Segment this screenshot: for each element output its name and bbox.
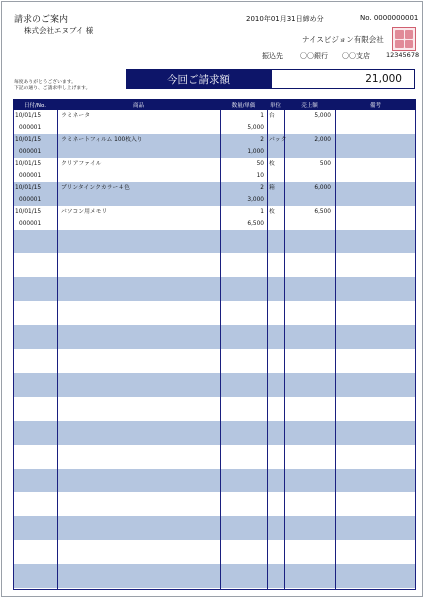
cell-date: 10/01/15 [15, 208, 42, 215]
table-row-stripe [13, 253, 416, 277]
col-header-note: 備考 [369, 102, 381, 109]
table-row-stripe [13, 492, 416, 516]
invoice-sheet [1, 1, 423, 597]
cell-qty: 50 [256, 160, 264, 167]
col-header-item: 商品 [132, 102, 144, 109]
invoice-table [13, 99, 416, 590]
cell-item: プリンタインクカラー４色 [61, 184, 130, 191]
cell-unit: 箱 [269, 184, 275, 191]
issuer-company: ナイスビジョン有限会社 [302, 35, 384, 44]
table-row-stripe [13, 445, 416, 469]
table-row-stripe [13, 349, 416, 373]
company-seal-icon [392, 27, 416, 51]
table-row-stripe [13, 540, 416, 564]
col-header-date: 日付/No. [24, 102, 46, 109]
table-row-stripe [13, 397, 416, 421]
table-row-stripe [13, 301, 416, 325]
cell-item: ラミネータ [61, 113, 90, 119]
table-row-stripe [13, 469, 416, 493]
table-header [13, 99, 416, 110]
col-header-qty-price: 数量/単価 [231, 102, 256, 109]
bank-account-number: 12345678 [386, 51, 420, 59]
table-row-stripe [13, 277, 416, 301]
column-divider [267, 110, 268, 590]
cell-price: 5,000 [247, 125, 264, 131]
column-divider [13, 110, 14, 590]
cell-unit: 枚 [269, 208, 275, 215]
cell-item: クリアファイル [61, 160, 102, 167]
cell-unit: 台 [269, 113, 275, 119]
bank-label: 振込先 [262, 52, 283, 60]
col-header-unit: 単位 [269, 102, 281, 109]
cell-no: 000001 [19, 196, 42, 203]
cell-date: 10/01/15 [15, 184, 42, 191]
page-title: 請求のご案内 [14, 15, 69, 25]
cell-date: 10/01/15 [15, 136, 42, 143]
greeting-text [14, 80, 90, 93]
cell-no: 000001 [19, 172, 42, 179]
cell-amount: 500 [319, 160, 331, 167]
cell-qty: 2 [260, 136, 264, 143]
cell-amount: 6,000 [314, 184, 331, 191]
table-row-stripe [13, 421, 416, 445]
column-divider [335, 110, 336, 590]
table-row-stripe [13, 373, 416, 397]
table-row-stripe [13, 564, 416, 588]
cell-item: ラミネートフィルム 100枚入り [61, 136, 143, 143]
total-label: 今回ご請求額 [126, 69, 271, 89]
table-row-stripe [13, 325, 416, 349]
cell-qty: 1 [260, 113, 264, 119]
total-amount: 21,000 [271, 69, 415, 89]
cell-unit: パック [269, 136, 287, 143]
cell-price: 6,500 [247, 220, 264, 227]
cell-price: 1,000 [247, 148, 264, 155]
col-header-amount: 売上額 [301, 102, 318, 109]
cell-unit: 枚 [269, 160, 275, 167]
cell-price: 10 [256, 172, 264, 179]
cell-item: パソコン用メモリ [61, 208, 108, 215]
cell-price: 3,000 [247, 196, 264, 203]
invoice-number: No. 0000000001 [360, 14, 419, 22]
column-divider [57, 110, 58, 590]
cell-amount: 2,000 [314, 136, 331, 143]
greeting-line: 毎度ありがとうございます。 [14, 80, 76, 85]
table-row-stripe [13, 230, 416, 254]
column-divider [284, 110, 285, 590]
bank-name: 〇〇銀行 [300, 52, 328, 60]
closing-date: 2010年01月31日締め分 [246, 15, 324, 23]
column-divider [220, 110, 221, 590]
cell-no: 000001 [19, 220, 42, 227]
cell-no: 000001 [19, 148, 42, 155]
cell-qty: 2 [260, 184, 264, 191]
table-bottom-border [13, 589, 416, 590]
cell-amount: 6,500 [314, 208, 331, 215]
cell-amount: 5,000 [314, 113, 331, 119]
cell-date: 10/01/15 [15, 113, 42, 119]
column-divider [415, 110, 416, 590]
cell-qty: 1 [260, 208, 264, 215]
bank-branch: 〇〇支店 [342, 52, 370, 60]
table-row-stripe [13, 516, 416, 540]
cell-date: 10/01/15 [15, 160, 42, 167]
cell-no: 000001 [19, 125, 42, 131]
greeting-line: 下記の通り、ご請求申し上げます。 [14, 86, 91, 92]
customer-name: 株式会社エヌブイ 様 [24, 26, 94, 35]
